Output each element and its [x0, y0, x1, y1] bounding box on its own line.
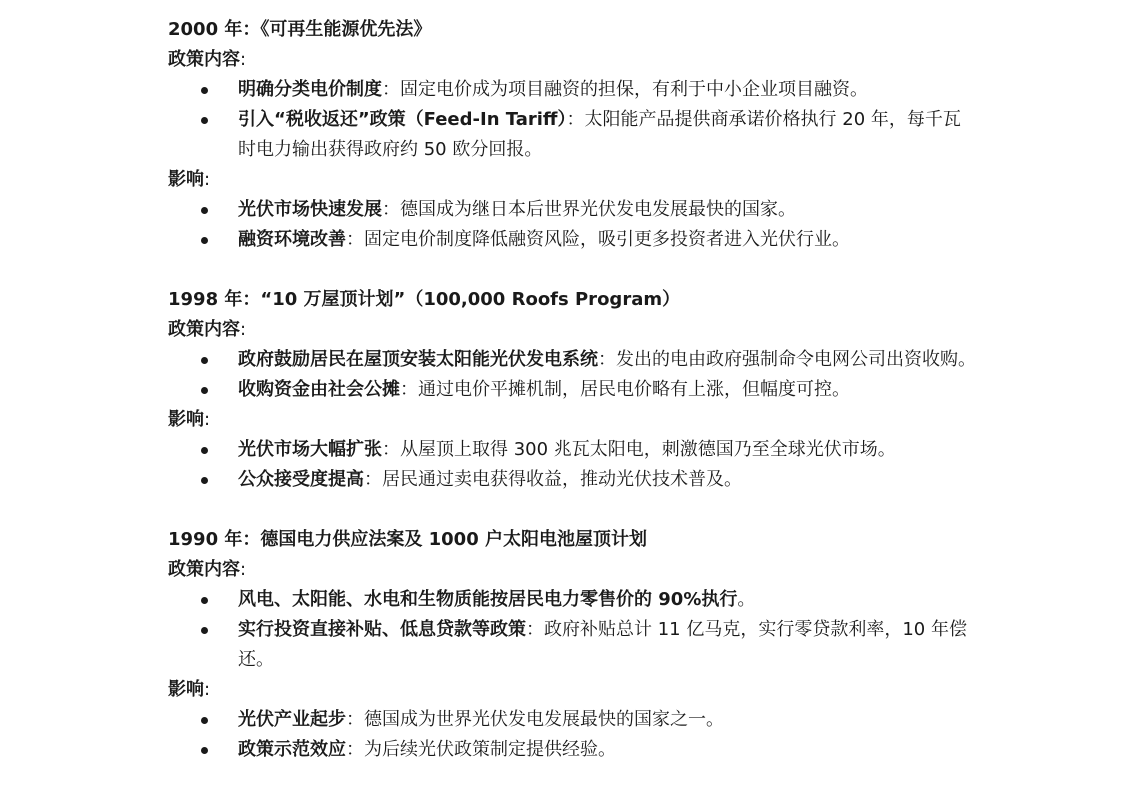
list-item [168, 465, 978, 495]
item-lead: 融资环境改善 [238, 229, 346, 250]
policy-content-list [168, 585, 978, 675]
policy-content-list [168, 345, 978, 405]
section-title: 1990 年：德国电力供应法案及 1000 户太阳电池屋顶计划 [168, 529, 647, 550]
label-text: 影响 [168, 409, 204, 430]
bullet-icon [201, 207, 208, 214]
section-spacer [168, 255, 978, 285]
list-item [168, 375, 978, 405]
item-text: 为后续光伏政策制定提供经验。 [364, 739, 616, 760]
list-item [168, 435, 978, 465]
item-sep: ： [346, 229, 364, 250]
list-item [168, 615, 978, 675]
section-1990 [168, 525, 978, 765]
list-item [168, 195, 978, 225]
item-text: 从屋顶上取得 300 兆瓦太阳电，刺激德国乃至全球光伏市场。 [400, 439, 896, 460]
list-item [168, 225, 978, 255]
item-lead: 公众接受度提高 [238, 469, 364, 490]
bullet-icon [201, 237, 208, 244]
impact-list [168, 435, 978, 495]
item-sep: ： [346, 739, 364, 760]
policy-content-list [168, 75, 978, 165]
item-lead: 政府鼓励居民在屋顶安装太阳能光伏发电系统 [238, 349, 598, 370]
item-lead: 收购资金由社会公摊 [238, 379, 400, 400]
section-2000 [168, 15, 978, 255]
list-item [168, 75, 978, 105]
label-text: 影响 [168, 169, 204, 190]
item-text: 德国成为世界光伏发电发展最快的国家之一。 [364, 709, 724, 730]
bullet-icon [201, 627, 208, 634]
item-lead: 光伏产业起步 [238, 709, 346, 730]
bullet-icon [201, 597, 208, 604]
item-text: 发出的电由政府强制命令电网公司出资收购。 [616, 349, 976, 370]
section-title: 1998 年：“10 万屋顶计划”（100,000 Roofs Program） [168, 289, 681, 310]
item-lead: 风电、太阳能、水电和生物质能按居民电力零售价的 90%执行 [238, 589, 738, 610]
label-text: 政策内容 [168, 559, 240, 580]
item-text: 太阳能产品提供商承诺价格执行 20 年，每千瓦时电力输出获得政府约 50 欧分回报。 [238, 109, 961, 160]
impact-list [168, 195, 978, 255]
list-item [168, 705, 978, 735]
item-sep: ： [382, 79, 400, 100]
item-sep: ： [566, 109, 585, 130]
item-text: 通过电价平摊机制，居民电价略有上涨，但幅度可控。 [418, 379, 850, 400]
list-item [168, 105, 978, 165]
item-sep: ： [346, 709, 364, 730]
section-1998 [168, 285, 978, 495]
item-sep: ： [400, 379, 418, 400]
bullet-icon [201, 387, 208, 394]
section-spacer [168, 495, 978, 525]
item-sep: ： [598, 349, 616, 370]
item-text: 德国成为继日本后世界光伏发电发展最快的国家。 [400, 199, 796, 220]
item-sep: ： [382, 199, 400, 220]
impact-label: 影响: [168, 169, 211, 190]
label-text: 政策内容 [168, 49, 240, 70]
label-text: 政策内容 [168, 319, 240, 340]
bullet-icon [201, 87, 208, 94]
policy-content-label: 政策内容: [168, 49, 247, 70]
item-text: 政府补贴总计 11 亿马克，实行零贷款利率，10 年偿还。 [238, 619, 967, 670]
item-sep: ： [526, 619, 544, 640]
item-lead: 政策示范效应 [238, 739, 346, 760]
document-body [168, 15, 978, 765]
item-lead: 明确分类电价制度 [238, 79, 382, 100]
bullet-icon [201, 357, 208, 364]
policy-content-label: 政策内容: [168, 559, 247, 580]
item-lead: 引入“税收返还”政策（Feed-In Tariff） [238, 109, 567, 130]
bullet-icon [201, 447, 208, 454]
bullet-icon [201, 117, 208, 124]
item-text: 居民通过卖电获得收益，推动光伏技术普及。 [382, 469, 742, 490]
section-title: 2000 年：《可再生能源优先法》 [168, 19, 432, 40]
item-lead: 实行投资直接补贴、低息贷款等政策 [238, 619, 526, 640]
label-text: 影响 [168, 679, 204, 700]
impact-label: 影响: [168, 679, 211, 700]
item-text: 。 [737, 589, 756, 610]
item-sep: ： [364, 469, 382, 490]
list-item [168, 735, 978, 765]
policy-content-label: 政策内容: [168, 319, 247, 340]
list-item [168, 345, 978, 375]
item-lead: 光伏市场大幅扩张 [238, 439, 382, 460]
item-text: 固定电价制度降低融资风险，吸引更多投资者进入光伏行业。 [364, 229, 850, 250]
item-text: 固定电价成为项目融资的担保，有利于中小企业项目融资。 [400, 79, 868, 100]
bullet-icon [201, 717, 208, 724]
impact-list [168, 705, 978, 765]
list-item [168, 585, 978, 615]
item-lead: 光伏市场快速发展 [238, 199, 382, 220]
item-sep: ： [382, 439, 400, 460]
bullet-icon [201, 477, 208, 484]
impact-label: 影响: [168, 409, 211, 430]
bullet-icon [201, 747, 208, 754]
